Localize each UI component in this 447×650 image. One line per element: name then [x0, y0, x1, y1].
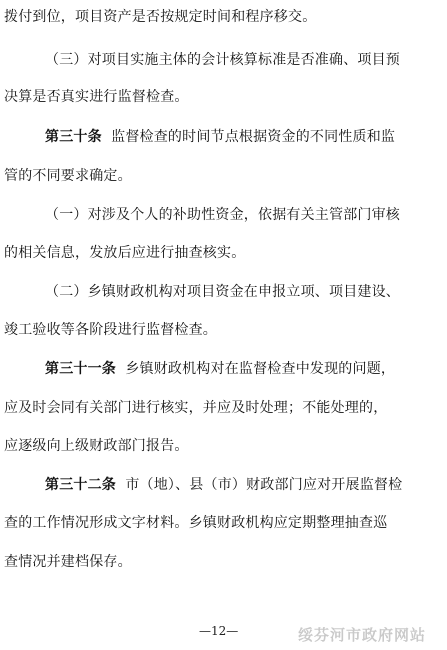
paragraph-line: 竣工验收等各阶段进行监督检查。: [4, 322, 217, 338]
paragraph-line: （一）对涉及个人的补助性资金，依据有关主管部门审核: [45, 207, 400, 223]
site-watermark: 绥芬河市政府网站: [298, 626, 427, 644]
paragraph-line: 拨付到位，项目资产是否按规定时间和程序移交。: [4, 9, 317, 25]
page-number: —12—: [199, 624, 239, 638]
paragraph-line: 查的工作情况形成文字材料。乡镇财政机构应定期整理抽查巡: [4, 515, 388, 531]
paragraph-line: （二）乡镇财政机构对项目资金在申报立项、项目建设、: [45, 284, 400, 300]
paragraph-line: 查情况并建档保存。: [4, 554, 132, 570]
article-number: 第三十条: [45, 129, 102, 145]
paragraph-line: 应逐级向上级财政部门报告。: [4, 438, 189, 454]
paragraph-line: 的相关信息，发放后应进行抽查核实。: [4, 245, 246, 261]
article-number: 第三十二条: [45, 477, 116, 493]
article-number: 第三十一条: [45, 361, 116, 377]
paragraph-line: 应及时会同有关部门进行核实，并应及时处理；不能处理的，: [4, 400, 388, 416]
article-heading-line: 第三十二条 市（地）、县（市）财政部门应对开展监督检: [45, 477, 403, 493]
article-heading-line: 第三十一条 乡镇财政机构对在监督检查中发现的问题，: [45, 361, 396, 377]
paragraph-line: （三）对项目实施主体的会计核算标准是否准确、项目预: [45, 52, 400, 68]
article-heading-line: 第三十条 监督检查的时间节点根据资金的不同性质和监: [45, 129, 396, 145]
paragraph-line: 决算是否真实进行监督检查。: [4, 89, 189, 105]
paragraph-line: 管的不同要求确定。: [4, 168, 132, 184]
